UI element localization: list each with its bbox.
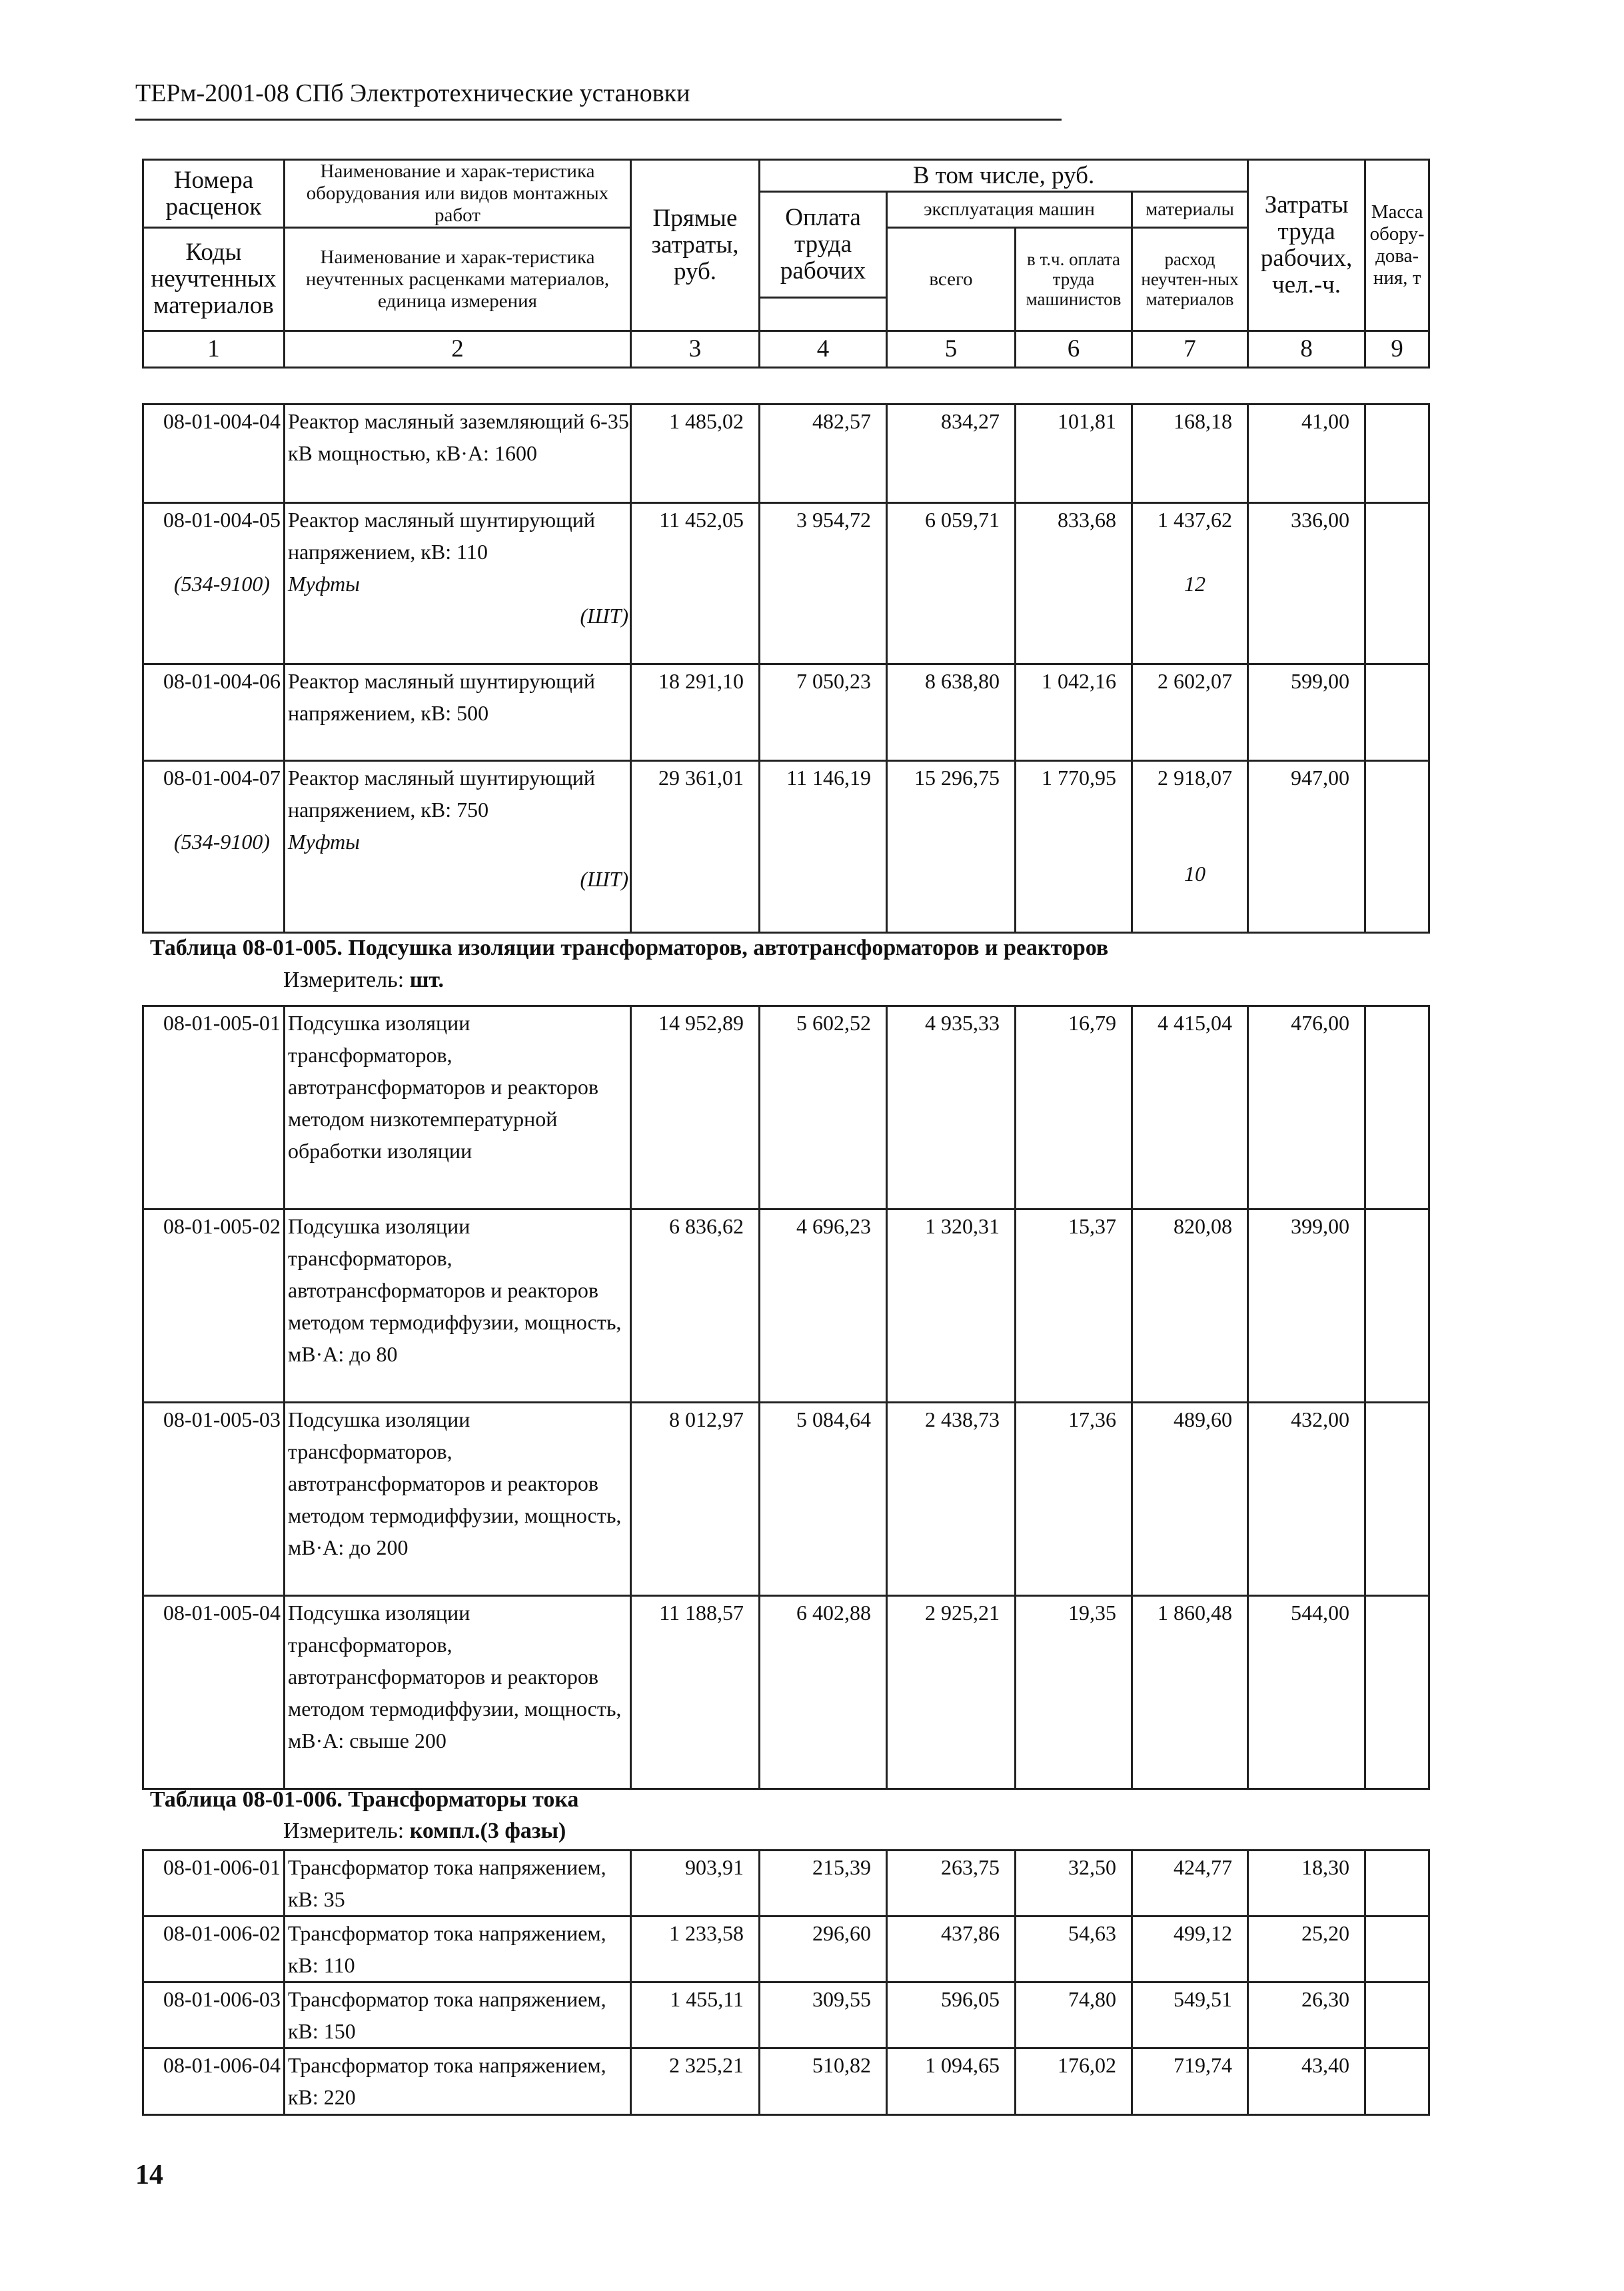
mass (1365, 404, 1429, 503)
rate-name-value: Реактор масляный шунтирующий напряжением, кВ: 110 (288, 508, 595, 564)
rate-code: 08-01-005-03 (143, 1403, 285, 1596)
table-row (143, 1982, 1429, 2048)
header-direct-costs: Прямые затраты, руб. (631, 160, 760, 331)
header-num-1: 1 (143, 331, 285, 368)
mass (1365, 2048, 1429, 2115)
rate-name: Трансформатор тока напряжением, кВ: 150 (285, 1982, 631, 2048)
rate-name: Трансформатор тока напряжением, кВ: 220 (285, 2048, 631, 2115)
machines-total: 263,75 (887, 1851, 1016, 1916)
header-num-4: 4 (760, 331, 887, 368)
machinists-pay: 54,63 (1016, 1916, 1132, 1982)
machinists-pay: 15,37 (1016, 1209, 1132, 1403)
labor-pay: 4 696,23 (760, 1209, 887, 1403)
measure-unit: компл.(3 фазы) (409, 1819, 566, 1843)
header-num-7: 7 (1132, 331, 1248, 368)
rate-code (143, 503, 285, 664)
mass (1365, 1851, 1429, 1916)
header-rule (135, 119, 1062, 121)
labor-pay: 215,39 (760, 1851, 887, 1916)
machinists-pay: 32,50 (1016, 1851, 1132, 1916)
table-005-caption: Таблица 08-01-005. Подсушка изоляции трансформаторов, автотрансформаторов и реакторов (150, 936, 1109, 960)
labor-pay: 296,60 (760, 1916, 887, 1982)
labor-pay: 6 402,88 (760, 1596, 887, 1789)
machines-total: 437,86 (887, 1916, 1016, 1982)
machines-total: 1 320,31 (887, 1209, 1016, 1403)
machinists-pay: 74,80 (1016, 1982, 1132, 2048)
header-labor-hours: Затраты труда рабочих, чел.-ч. (1248, 160, 1365, 331)
materials-cost-value: 1 437,62 (1158, 508, 1232, 532)
rate-code: 08-01-005-01 (143, 1006, 285, 1209)
materials-cost: 2 602,07 (1132, 664, 1248, 761)
rate-code (143, 761, 285, 933)
header-machines-total: всего (887, 228, 1016, 331)
labor-hours: 599,00 (1248, 664, 1365, 761)
labor-pay: 7 050,23 (760, 664, 887, 761)
labor-hours: 26,30 (1248, 1982, 1365, 2048)
rate-name: Подсушка изоляции трансформаторов, автотрансформаторов и реакторов методом термодиффузии, мощность, мВ·А: до 80 (285, 1209, 631, 1403)
machinists-pay: 19,35 (1016, 1596, 1132, 1789)
table-row (143, 1209, 1429, 1403)
header-including: В том числе, руб. (760, 160, 1248, 192)
rate-code: 08-01-006-02 (143, 1916, 285, 1982)
rate-code: 08-01-006-01 (143, 1851, 285, 1916)
labor-hours: 336,00 (1248, 503, 1365, 664)
labor-hours: 18,30 (1248, 1851, 1365, 1916)
direct-costs: 11 452,05 (631, 503, 760, 664)
direct-costs: 8 012,97 (631, 1403, 760, 1596)
rate-name: Подсушка изоляции трансформаторов, автотрансформаторов и реакторов методом термодиффузии, мощность, мВ·А: до 200 (285, 1403, 631, 1596)
direct-costs: 1 455,11 (631, 1982, 760, 2048)
material-code: (534-9100) (174, 572, 270, 596)
machines-total: 2 925,21 (887, 1596, 1016, 1789)
material-qty: 10 (1184, 862, 1206, 886)
rate-name-value: Реактор масляный шунтирующий напряжением, кВ: 750 (288, 766, 595, 822)
machines-total: 8 638,80 (887, 664, 1016, 761)
machinists-pay: 833,68 (1016, 503, 1132, 664)
direct-costs: 6 836,62 (631, 1209, 760, 1403)
machinists-pay: 1 770,95 (1016, 761, 1132, 933)
table-08-01-006 (142, 1849, 1430, 2116)
materials-cost: 499,12 (1132, 1916, 1248, 1982)
table-08-01-004 (142, 403, 1430, 934)
header-materials: материалы (1132, 192, 1248, 228)
material-code: (534-9100) (174, 830, 270, 854)
direct-costs: 29 361,01 (631, 761, 760, 933)
labor-hours: 432,00 (1248, 1403, 1365, 1596)
direct-costs: 11 188,57 (631, 1596, 760, 1789)
table-row (143, 664, 1429, 761)
material-name: Муфты (288, 830, 360, 854)
header-name-bottom: Наименование и харак-теристика неучтенных расценками материалов, единица измерения (285, 228, 631, 331)
material-unit: (ШТ) (580, 867, 628, 891)
machines-total: 834,27 (887, 404, 1016, 503)
rate-code: 08-01-004-06 (143, 664, 285, 761)
materials-cost: 820,08 (1132, 1209, 1248, 1403)
header-num-2: 2 (285, 331, 631, 368)
header-codes-bottom: Коды неучтенных материалов (143, 228, 285, 331)
rate-name (285, 503, 631, 664)
labor-hours: 25,20 (1248, 1916, 1365, 1982)
header-num-9: 9 (1365, 331, 1429, 368)
materials-cost: 719,74 (1132, 2048, 1248, 2115)
table-row (143, 761, 1429, 933)
table-006-measure (283, 1817, 566, 1845)
header-labor-pay: Оплата труда рабочих (760, 192, 887, 298)
materials-cost-value: 2 918,07 (1158, 766, 1232, 790)
mass (1365, 761, 1429, 933)
labor-pay: 3 954,72 (760, 503, 887, 664)
page-title: ТЕРм-2001-08 СПб Электротехнические установки (135, 79, 690, 107)
header-codes-top: Номера расценок (143, 160, 285, 228)
rate-code: 08-01-004-04 (143, 404, 285, 503)
machinists-pay: 101,81 (1016, 404, 1132, 503)
labor-pay: 510,82 (760, 2048, 887, 2115)
rate-name: Трансформатор тока напряжением, кВ: 35 (285, 1851, 631, 1916)
direct-costs: 903,91 (631, 1851, 760, 1916)
labor-pay: 5 084,64 (760, 1403, 887, 1596)
direct-costs: 2 325,21 (631, 2048, 760, 2115)
measure-label: Измеритель: (283, 1819, 405, 1843)
page-number: 14 (135, 2160, 163, 2190)
rate-name: Реактор масляный заземляющий 6-35 кВ мощностью, кВ·А: 1600 (285, 404, 631, 503)
machines-total: 596,05 (887, 1982, 1016, 2048)
machines-total: 6 059,71 (887, 503, 1016, 664)
table-row (143, 1006, 1429, 1209)
header-mass: Масса обору-дова-ния, т (1365, 160, 1429, 331)
table-row (143, 1596, 1429, 1789)
labor-pay: 11 146,19 (760, 761, 887, 933)
labor-pay: 5 602,52 (760, 1006, 887, 1209)
rate-name: Реактор масляный шунтирующий напряжением, кВ: 500 (285, 664, 631, 761)
table-005-measure (283, 966, 444, 994)
labor-pay: 482,57 (760, 404, 887, 503)
materials-cost: 4 415,04 (1132, 1006, 1248, 1209)
table-row (143, 1403, 1429, 1596)
table-row (143, 2048, 1429, 2115)
direct-costs: 1 485,02 (631, 404, 760, 503)
header-materials-usage: расход неучтен-ных материалов (1132, 228, 1248, 331)
labor-hours: 43,40 (1248, 2048, 1365, 2115)
rate-code-value: 08-01-004-07 (163, 766, 281, 790)
table-row (143, 404, 1429, 503)
machines-total: 4 935,33 (887, 1006, 1016, 1209)
mass (1365, 664, 1429, 761)
header-name-top: Наименование и харак-теристика оборудования или видов монтажных работ (285, 160, 631, 228)
table-006-caption: Таблица 08-01-006. Трансформаторы тока (150, 1787, 579, 1812)
direct-costs: 1 233,58 (631, 1916, 760, 1982)
mass (1365, 503, 1429, 664)
labor-hours: 544,00 (1248, 1596, 1365, 1789)
mass (1365, 1006, 1429, 1209)
table-08-01-005 (142, 1005, 1430, 1790)
machinists-pay: 16,79 (1016, 1006, 1132, 1209)
materials-cost (1132, 503, 1248, 664)
machines-total: 15 296,75 (887, 761, 1016, 933)
table-row (143, 503, 1429, 664)
machinists-pay: 17,36 (1016, 1403, 1132, 1596)
header-machinists-pay: в т.ч. оплата труда машинистов (1016, 228, 1132, 331)
measure-unit: шт. (409, 968, 444, 992)
labor-hours: 947,00 (1248, 761, 1365, 933)
header-machines: эксплуатация машин (887, 192, 1132, 228)
rate-code: 08-01-006-03 (143, 1982, 285, 2048)
materials-cost (1132, 761, 1248, 933)
rate-name: Трансформатор тока напряжением, кВ: 110 (285, 1916, 631, 1982)
header-num-5: 5 (887, 331, 1016, 368)
rate-name (285, 761, 631, 933)
direct-costs: 14 952,89 (631, 1006, 760, 1209)
rate-code: 08-01-005-04 (143, 1596, 285, 1789)
header-num-8: 8 (1248, 331, 1365, 368)
mass (1365, 1403, 1429, 1596)
mass (1365, 1596, 1429, 1789)
machines-total: 2 438,73 (887, 1403, 1016, 1596)
materials-cost: 424,77 (1132, 1851, 1248, 1916)
machines-total: 1 094,65 (887, 2048, 1016, 2115)
rate-code: 08-01-005-02 (143, 1209, 285, 1403)
machinists-pay: 176,02 (1016, 2048, 1132, 2115)
materials-cost: 1 860,48 (1132, 1596, 1248, 1789)
rate-code-value: 08-01-004-05 (163, 508, 281, 532)
rate-code: 08-01-006-04 (143, 2048, 285, 2115)
header-num-3: 3 (631, 331, 760, 368)
labor-hours: 476,00 (1248, 1006, 1365, 1209)
measure-label: Измеритель: (283, 968, 405, 992)
material-name: Муфты (288, 572, 360, 596)
mass (1365, 1982, 1429, 2048)
header-num-6: 6 (1016, 331, 1132, 368)
labor-pay: 309,55 (760, 1982, 887, 2048)
table-row (143, 1916, 1429, 1982)
materials-cost: 549,51 (1132, 1982, 1248, 2048)
rate-name: Подсушка изоляции трансформаторов, автотрансформаторов и реакторов методом низкотемпературной обработки изоляции (285, 1006, 631, 1209)
labor-hours: 399,00 (1248, 1209, 1365, 1403)
direct-costs: 18 291,10 (631, 664, 760, 761)
rate-name: Подсушка изоляции трансформаторов, автотрансформаторов и реакторов методом термодиффузии, мощность, мВ·А: свыше 200 (285, 1596, 631, 1789)
table-row (143, 1851, 1429, 1916)
material-unit: (ШТ) (580, 604, 628, 628)
materials-cost: 489,60 (1132, 1403, 1248, 1596)
mass (1365, 1916, 1429, 1982)
column-header-table (142, 159, 1430, 369)
materials-cost: 168,18 (1132, 404, 1248, 503)
labor-hours: 41,00 (1248, 404, 1365, 503)
material-qty: 12 (1184, 572, 1206, 596)
mass (1365, 1209, 1429, 1403)
machinists-pay: 1 042,16 (1016, 664, 1132, 761)
